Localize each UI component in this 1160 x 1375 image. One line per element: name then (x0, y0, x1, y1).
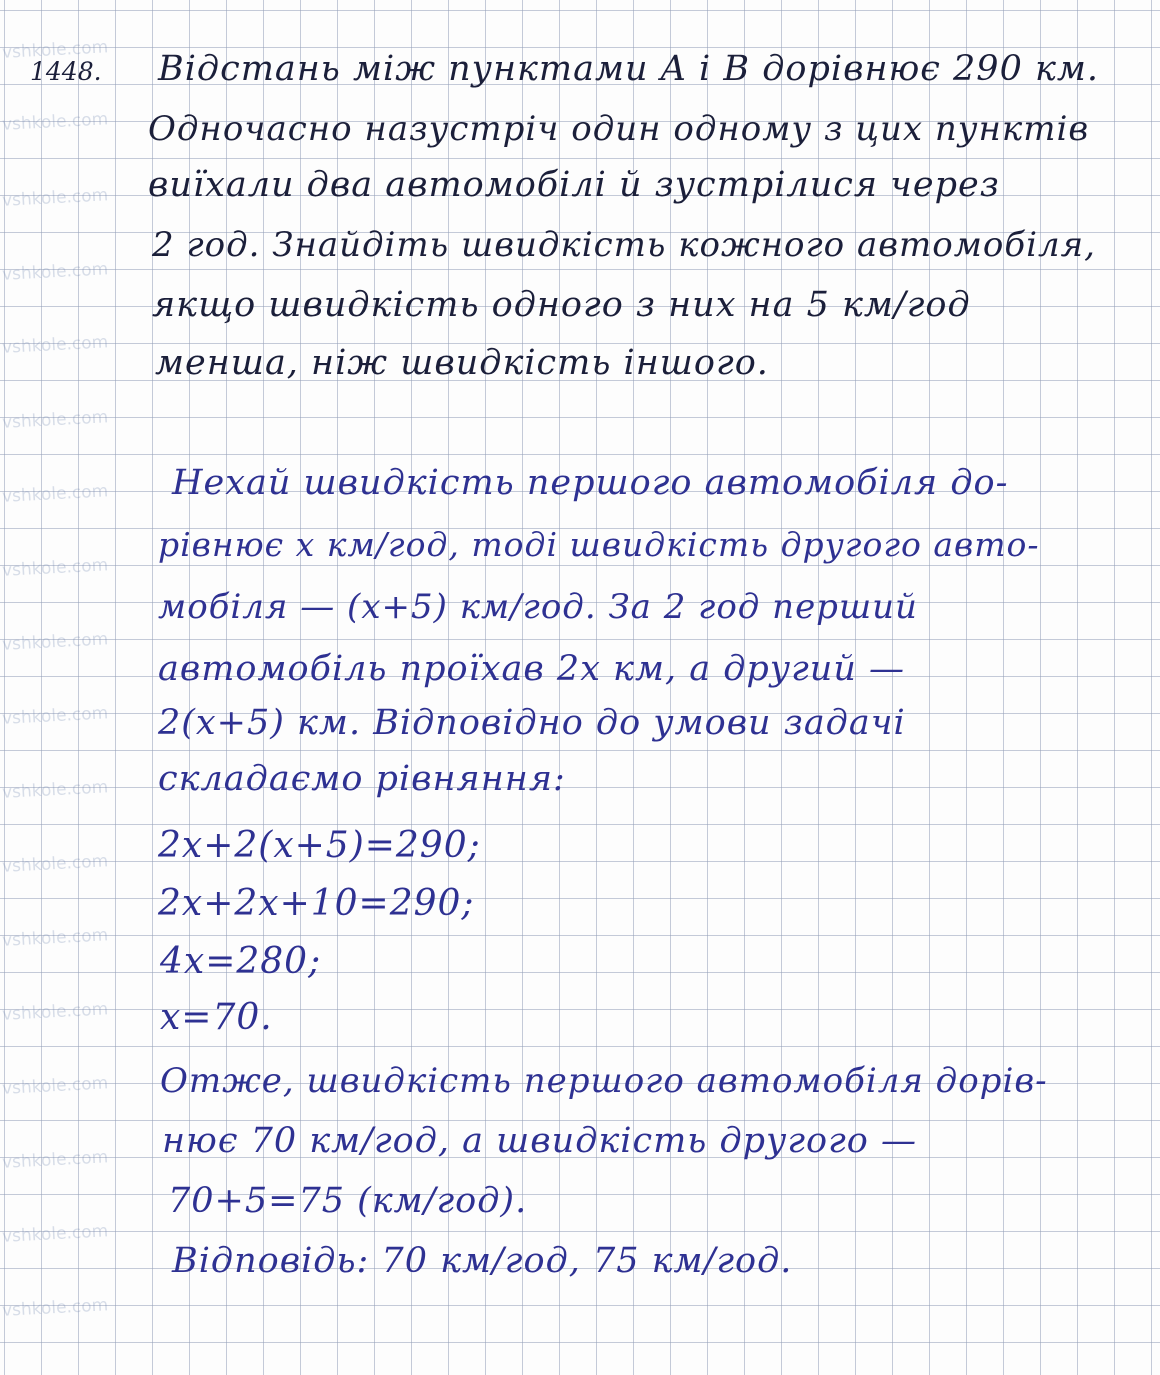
watermark: vshkole.com (1, 481, 109, 507)
watermark: vshkole.com (1, 1295, 109, 1321)
solution-line: 70+5=75 (км/год). (168, 1181, 528, 1221)
solution-line: 2(x+5) км. Відповідно до умови задачі (158, 703, 906, 743)
watermark: vshkole.com (1, 407, 109, 433)
solution-line: автомобіль проїхав 2x км, а другий — (158, 649, 906, 689)
answer-line: Відповідь: 70 км/год, 75 км/год. (172, 1241, 793, 1281)
watermark: vshkole.com (1, 37, 109, 63)
equation-line: 2x+2x+10=290; (158, 883, 475, 924)
watermark: vshkole.com (1, 999, 109, 1025)
problem-number: 1448. (30, 57, 102, 86)
problem-line: 2 год. Знайдіть швидкість кожного автомобіля, (152, 225, 1096, 265)
problem-line: виїхали два автомобілі й зустрілися через (148, 165, 1000, 205)
watermark: vshkole.com (1, 629, 109, 655)
solution-line: складаємо рівняння: (158, 759, 566, 799)
solution-line: Отже, швидкість першого автомобіля дорів- (160, 1061, 1048, 1101)
solution-line: Нехай швидкість першого автомобіля до- (172, 463, 1009, 503)
problem-line: менша, ніж швидкість іншого. (155, 343, 769, 383)
equation-line: 4x=280; (160, 941, 322, 982)
problem-line: якщо швидкість одного з них на 5 км/год (152, 285, 971, 325)
problem-line: Одночасно назустріч один одному з цих пунктів (148, 109, 1090, 149)
watermark: vshkole.com (1, 925, 109, 951)
solution-line: мобіля — (x+5) км/год. За 2 год перший (158, 587, 918, 627)
watermark: vshkole.com (1, 259, 109, 285)
solution-line: нює 70 км/год, а швидкість другого — (162, 1121, 918, 1161)
watermark: vshkole.com (1, 777, 109, 803)
watermark: vshkole.com (1, 185, 109, 211)
watermark: vshkole.com (1, 703, 109, 729)
watermark: vshkole.com (1, 1147, 109, 1173)
watermark: vshkole.com (1, 332, 109, 358)
problem-line: Відстань між пунктами A і B дорівнює 290 км. (158, 49, 1100, 89)
watermark: vshkole.com (1, 851, 109, 877)
equation-line: 2x+2(x+5)=290; (158, 825, 481, 866)
solution-line: рівнює x км/год, тоді швидкість другого авто- (158, 525, 1040, 564)
watermark: vshkole.com (1, 555, 109, 581)
watermark: vshkole.com (1, 1073, 109, 1099)
watermark: vshkole.com (1, 109, 109, 135)
watermark: vshkole.com (1, 1221, 109, 1247)
equation-line: x=70. (160, 997, 273, 1038)
